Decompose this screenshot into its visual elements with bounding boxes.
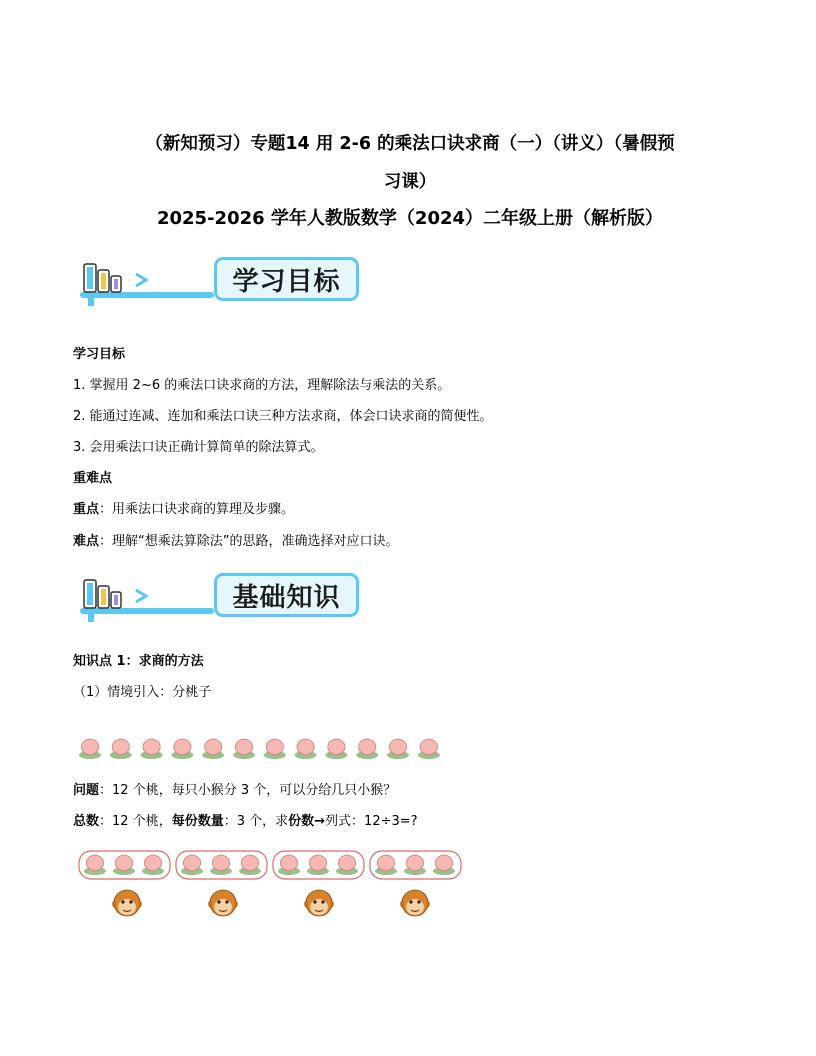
peach-row xyxy=(78,736,458,760)
document-title-line2: 习课） xyxy=(383,172,437,192)
monkey-icon xyxy=(400,888,430,920)
arrow-icon: → xyxy=(314,814,326,829)
peach-icon xyxy=(113,855,135,875)
difficulty-heading: 重难点 xyxy=(73,471,113,486)
key-point-label: 重点 xyxy=(73,502,100,517)
hard-point-text: ：理解“想乘法算除法”的思路，准确选择对应口诀。 xyxy=(99,534,399,549)
peach-icon xyxy=(239,855,261,875)
peach-icon xyxy=(181,855,203,875)
peach-icon xyxy=(264,739,286,759)
hard-point-line xyxy=(73,533,399,551)
peach-icon xyxy=(142,855,164,875)
peach-icon xyxy=(295,739,317,759)
peach-icon xyxy=(79,739,101,759)
key-point-text: ：用乘法口诀求商的算理及步骤。 xyxy=(99,502,295,517)
bookshelf-icon xyxy=(76,252,216,308)
formula-text: 列式：12÷3=? xyxy=(325,814,418,829)
document-subtitle: 2025-2026 学年人教版数学（2024）二年级上册（解析版） xyxy=(156,208,664,229)
peach-groups xyxy=(78,848,468,882)
peach-icon xyxy=(307,855,329,875)
peach-icon xyxy=(84,855,106,875)
peach-icon xyxy=(110,739,132,759)
knowledge-point-heading: 知识点 1：求商的方法 xyxy=(73,654,204,669)
share-count-label: 份数 xyxy=(288,814,315,829)
banner-label: 基础知识 xyxy=(214,573,359,617)
peach-icon xyxy=(404,855,426,875)
peach-icon xyxy=(202,739,224,759)
peach-icon xyxy=(375,855,397,875)
peach-icon xyxy=(171,739,193,759)
goals-heading: 学习目标 xyxy=(73,347,126,362)
monkey-icon xyxy=(208,888,238,920)
peach-icon xyxy=(433,855,455,875)
peach-icon xyxy=(210,855,232,875)
document-title-line1: （新知预习）专题14 用 2-6 的乘法口诀求商（一）（讲义）（暑假预 xyxy=(145,134,675,154)
goal-item: 2. 能通过连减、连加和乘法口诀三种方法求商，体会口诀求商的简便性。 xyxy=(73,409,493,424)
peach-icon xyxy=(141,739,163,759)
section-banner-goals xyxy=(76,252,341,308)
peach-icon xyxy=(233,739,255,759)
peach-icon xyxy=(278,855,300,875)
question-line xyxy=(73,782,396,800)
question-text: ：12 个桃，每只小猴分 3 个，可以分给几只小猴？ xyxy=(99,783,397,798)
total-label: 总数 xyxy=(73,814,100,829)
goal-item: 3. 会用乘法口诀正确计算简单的除法算式。 xyxy=(73,440,324,455)
question-label: 问题 xyxy=(73,783,100,798)
per-share-label: 每份数量 xyxy=(171,814,224,829)
peach-icon xyxy=(387,739,409,759)
monkey-icon xyxy=(112,888,142,920)
peach-icon xyxy=(325,739,347,759)
peach-icon xyxy=(418,739,440,759)
per-share-text: ：3 个，求 xyxy=(223,814,289,829)
section-banner-basics xyxy=(76,568,341,624)
banner-label: 学习目标 xyxy=(214,257,359,301)
hard-point-label: 难点 xyxy=(73,534,100,549)
bookshelf-icon xyxy=(76,568,216,624)
total-line xyxy=(73,813,418,831)
peach-icon xyxy=(356,739,378,759)
total-text: ：12 个桃， xyxy=(99,814,172,829)
monkey-icon xyxy=(304,888,334,920)
scenario-intro: （1）情境引入：分桃子 xyxy=(73,685,212,700)
key-point-line xyxy=(73,501,294,519)
peach-icon xyxy=(336,855,358,875)
goal-item: 1. 掌握用 2~6 的乘法口诀求商的方法，理解除法与乘法的关系。 xyxy=(73,378,451,393)
